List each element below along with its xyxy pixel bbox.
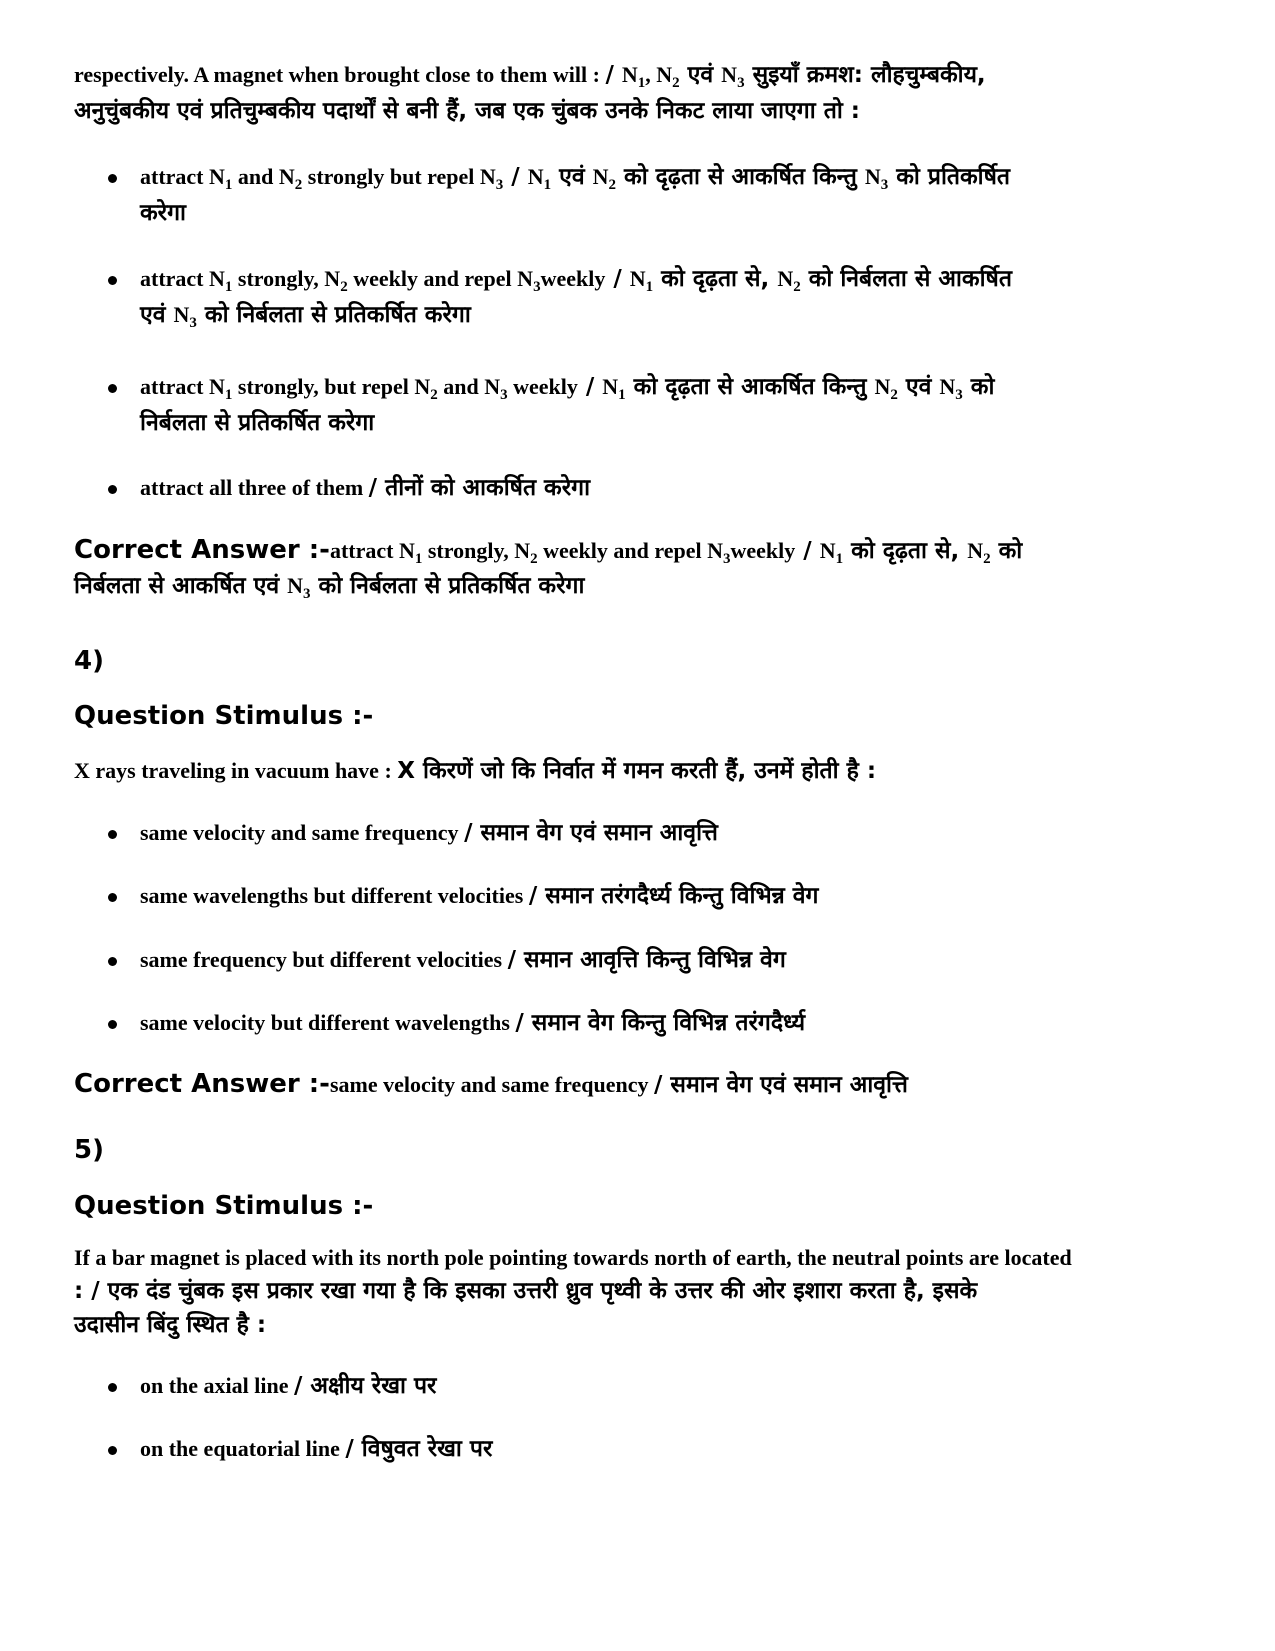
q3-option-4: attract all three of them / तीनों को आकर्षित करेगा bbox=[140, 475, 591, 501]
q4-number: 4) bbox=[74, 646, 104, 676]
bullet bbox=[108, 164, 122, 194]
bullet bbox=[108, 947, 122, 977]
q5-option-2: on the equatorial line / विषुवत रेखा पर bbox=[140, 1436, 493, 1462]
bullet bbox=[108, 1436, 122, 1466]
bullet bbox=[108, 475, 122, 505]
q4-option-2: same wavelengths but different velocities / समान तरंगदैर्ध्य किन्तु विभिन्न वेग bbox=[140, 883, 819, 909]
q5-stimulus-label: Question Stimulus :- bbox=[74, 1191, 374, 1221]
q3-correct-answer-line-1: Correct Answer :-attract $N_1$ strongly, $N_2$ weekly and repel $N_3weekly / N_1$ को दृढ़ता से, $N_2$ को bbox=[74, 535, 1023, 567]
q4-stimulus-label: Question Stimulus :- bbox=[74, 701, 374, 731]
q3-option-2-line-2: एवं $N_3$ को निर्बलता से प्रतिकर्षित करेगा bbox=[140, 302, 471, 331]
q3-option-3-line-1: attract $N_1$ strongly, but repel $N_2$ and $N_3$ weekly / $N_1$ को दृढ़ता से आकर्षित किन्तु $N_2$ एवं $N_3$ को bbox=[140, 374, 995, 403]
q3-option-2-line-1: attract $N_1$ strongly, $N_2$ weekly and repel $N_3weekly / N_1$ को दृढ़ता से, $N_2$ को निर्बलता से आकर्षित bbox=[140, 266, 1012, 295]
q3-stem-line-2: अनुचुंबकीय एवं प्रतिचुम्बकीय पदार्थों से बनी हैं, जब एक चुंबक उनके निकट लाया जाएगा तो : bbox=[74, 98, 860, 124]
q5-option-1: on the axial line / अक्षीय रेखा पर bbox=[140, 1373, 437, 1399]
q5-stem-line-3: उदासीन बिंदु स्थित है : bbox=[74, 1312, 267, 1338]
q5-stem-line-2: : / एक दंड चुंबक इस प्रकार रखा गया है कि इसका उत्तरी ध्रुव पृथ्वी के उत्तर की ओर इशारा करता है, इसके bbox=[74, 1278, 978, 1304]
bullet bbox=[108, 374, 122, 404]
q3-correct-answer-line-2: निर्बलता से आकर्षित एवं $N_3$ को निर्बलता से प्रतिकर्षित करेगा bbox=[74, 573, 585, 602]
q3-option-1-line-2: करेगा bbox=[140, 200, 186, 226]
q5-stem-line-1: If a bar magnet is placed with its north pole pointing towards north of earth, the neutral points are located bbox=[74, 1245, 1072, 1270]
q3-option-1-line-1: attract $N_1$ and $N_2$ strongly but repel $N_3 / N_1$ एवं $N_2$ को दृढ़ता से आकर्षित किन्तु $N_3$ को प्रतिकर्षित bbox=[140, 164, 1011, 193]
q4-option-1: same velocity and same frequency / समान वेग एवं समान आवृत्ति bbox=[140, 820, 718, 846]
bullet bbox=[108, 266, 122, 296]
bullet bbox=[108, 883, 122, 913]
q4-option-4: same velocity but different wavelengths / समान वेग किन्तु विभिन्न तरंगदैर्ध्य bbox=[140, 1010, 806, 1036]
bullet bbox=[108, 1010, 122, 1040]
q3-stem-line-1: respectively. A magnet when brought close to them will : / $N_1$, $N_2$ एवं $N_3$ सुइयाँ क्रमश: लौहचुम्बकीय, bbox=[74, 62, 986, 91]
q4-correct-answer: Correct Answer :-same velocity and same frequency / समान वेग एवं समान आवृत्ति bbox=[74, 1069, 908, 1099]
q4-stem: X rays traveling in vacuum have : X किरणें जो कि निर्वात में गमन करती हैं, उनमें होती है : bbox=[74, 758, 877, 784]
bullet bbox=[108, 820, 122, 850]
q5-number: 5) bbox=[74, 1135, 104, 1165]
bullet bbox=[108, 1373, 122, 1403]
q4-option-3: same frequency but different velocities / समान आवृत्ति किन्तु विभिन्न वेग bbox=[140, 947, 786, 973]
q3-option-3-line-2: निर्बलता से प्रतिकर्षित करेगा bbox=[140, 410, 375, 436]
